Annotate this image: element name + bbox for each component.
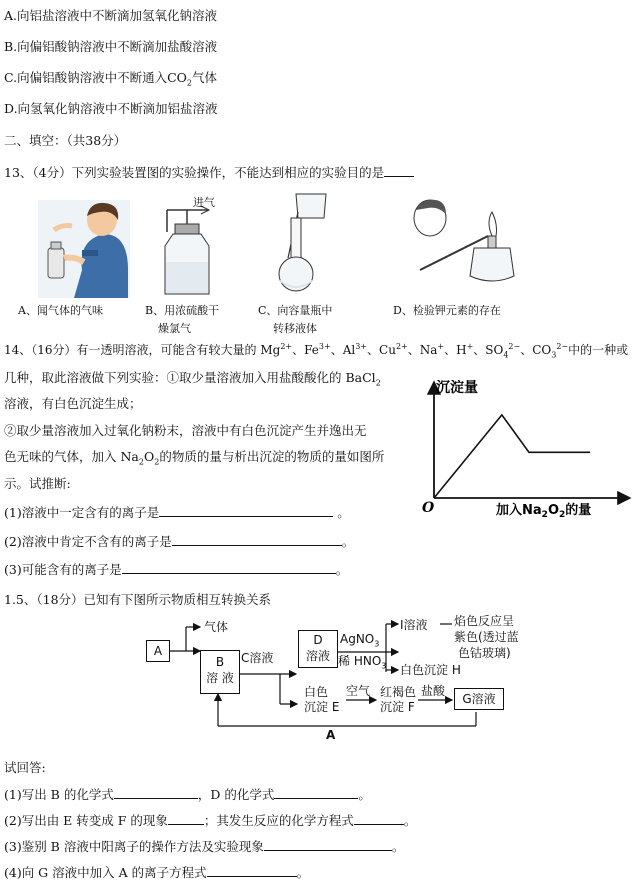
co3-sub: 3 <box>551 350 557 360</box>
co2-sub: 2 <box>186 78 192 88</box>
q15-sub1-a: (1)写出 B 的化学式 <box>4 787 114 802</box>
q15-sub1-c: 。 <box>358 787 371 802</box>
flame-note-2: 紫色(透过蓝 <box>454 630 519 644</box>
q14-intro: 14、（16分）有一透明溶液，可能含有较大量的 Mg <box>4 343 281 357</box>
al-charge: 3+ <box>355 342 368 351</box>
q15-sub1-blank-d[interactable] <box>274 786 358 799</box>
shirt-stripe <box>82 250 98 256</box>
q14-line3: 溶液，有白色沉淀生成； <box>4 396 142 411</box>
node-d <box>298 630 338 668</box>
q14-sub2 <box>4 533 354 550</box>
q15-prompt: 试回答: <box>4 760 46 775</box>
q14-line5-c: 的物质的量与析出沉淀的物质的量如图所 <box>159 449 385 464</box>
na-charge: + <box>437 342 445 351</box>
q15-sub2-c: 。 <box>403 813 417 828</box>
q14-line2 <box>4 370 381 386</box>
q12-option-a: A.向铝盐溶液中不断滴加氢氧化钠溶液 <box>4 8 218 23</box>
caption-b2: 燥氯气 <box>158 322 191 335</box>
x-label-suffix: 的量 <box>565 503 592 518</box>
x-label-sub2: 2 <box>559 510 566 520</box>
ion-na: 、Na <box>407 343 438 357</box>
cu-charge: 2+ <box>395 342 408 351</box>
q15-sub3-text: (3)鉴别 B 溶液中阳离子的操作方法及实验现象 <box>4 839 264 854</box>
node-d-solution: 溶液 <box>305 649 330 663</box>
inlet-label: 进气 <box>193 196 215 209</box>
q12-option-c <box>4 70 217 86</box>
fe-charge: 3+ <box>318 342 331 351</box>
so4-sub: 4 <box>503 350 509 360</box>
node-g: G溶液 <box>454 688 504 710</box>
node-c: C溶液 <box>241 651 274 665</box>
flask-body <box>279 257 313 291</box>
q15-sub2-blank-phenomenon[interactable] <box>168 812 204 825</box>
ion-fe: 、Fe <box>292 343 319 357</box>
q15-sub2-b: ；其发生反应的化学方程式 <box>203 813 354 828</box>
q12-option-c-text: C.向偏铝酸钠溶液中不断通入 <box>4 70 168 85</box>
section-fill-in-heading: 二、填空：（共38分） <box>4 133 127 148</box>
hno3-text: 稀 HNO <box>338 654 382 668</box>
q12-option-b: B.向偏铝酸钠溶液中不断滴加盐酸溶液 <box>4 39 218 54</box>
label-hno3 <box>338 654 387 671</box>
node-f-2: 沉淀 F <box>380 700 415 714</box>
q15-sub4-text: (4)向 G 溶液中加入 A 的离子方程式 <box>4 865 207 880</box>
node-h: 白色沉淀 H <box>400 663 461 677</box>
h-charge: + <box>466 342 474 351</box>
q14-line6: 示。试推断: <box>4 476 71 491</box>
node-b <box>200 650 240 694</box>
na2o2-sub1: 2 <box>138 457 144 467</box>
node-gas: 气体 <box>204 620 229 634</box>
fig-flame-test <box>408 196 518 288</box>
q15-sub4-blank[interactable] <box>207 864 297 877</box>
flame-note-3: 色钴玻璃) <box>458 646 511 660</box>
q15-sub1-b: ，D 的化学式 <box>197 787 275 802</box>
agno3-text: AgNO <box>340 632 375 646</box>
q15-sub4 <box>4 864 309 881</box>
q14-sub2-end: 。 <box>341 534 355 549</box>
q14-sub1-text: (1)溶液中一定含有的离子是 <box>4 505 160 520</box>
q15-stem: 1.5、（18分）已知有下图所示物质相互转换关系 <box>4 592 272 607</box>
precipitate-chart <box>420 380 640 522</box>
label-a-return: A <box>326 728 336 742</box>
x-label-na: Na <box>522 503 542 518</box>
flame <box>489 212 497 236</box>
label-air: 空气 <box>346 684 371 698</box>
ion-so4: 、SO <box>473 343 504 357</box>
q15-sub1 <box>4 786 371 803</box>
ion-h: 、H <box>444 343 467 357</box>
hno3-sub: 3 <box>381 661 387 671</box>
caption-d: D、检验钾元素的存在 <box>393 304 501 317</box>
q14-sub3-end: 。 <box>335 562 349 577</box>
q14-line5-a: 色无味的气体，加入 Na <box>4 449 139 464</box>
so4-charge: 2− <box>508 342 521 351</box>
q15-sub1-blank-b[interactable] <box>114 786 198 799</box>
acid-liquid <box>166 262 208 293</box>
q14-line5-o: O <box>143 449 155 464</box>
q14-line5 <box>4 449 384 465</box>
q15-sub3-c: 。 <box>391 839 405 854</box>
q15-sub2 <box>4 812 416 829</box>
q15-sub2-blank-equation[interactable] <box>354 812 404 825</box>
q13-answer-blank[interactable] <box>384 164 414 177</box>
q13-stem <box>4 164 414 181</box>
q14-sub1-end: 。 <box>337 505 350 520</box>
beaker <box>296 194 326 218</box>
q14-sub1 <box>4 504 350 521</box>
bacl2-sub: 2 <box>375 378 381 388</box>
q14-line1-end: 中的一种或 <box>568 343 629 357</box>
caption-c1: C、向容量瓶中 <box>258 304 333 317</box>
agno3-sub: 3 <box>374 639 380 649</box>
na2o2-sub2: 2 <box>154 457 160 467</box>
x-label-prefix: 加入 <box>496 503 523 518</box>
q15-sub2-a: (2)写出由 E 转变成 F 的现象 <box>4 813 168 828</box>
caption-a: A、闻气体的气味 <box>18 304 103 317</box>
co3-charge: 2− <box>556 342 569 351</box>
q14-sub3-blank[interactable] <box>122 561 336 574</box>
chart-y-label: 沉淀量 <box>436 380 478 396</box>
q14-sub3 <box>4 561 348 578</box>
fig-volumetric-flask <box>264 188 338 296</box>
q14-sub3-text: (3)可能含有的离子是 <box>4 562 122 577</box>
bottle-stopper <box>51 242 61 249</box>
alcohol-lamp <box>470 248 514 281</box>
caption-c2: 转移液体 <box>273 322 317 335</box>
q12-option-d: D.向氢氧化钠溶液中不断滴加铝盐溶液 <box>4 101 218 116</box>
bottle-cork <box>175 224 199 234</box>
chart-origin-label: O <box>422 500 435 516</box>
q14-line1 <box>4 342 628 358</box>
node-i: I溶液 <box>400 618 428 632</box>
caption-b1: B、用浓硫酸干 <box>145 304 220 317</box>
fig-smell-gas <box>38 200 130 298</box>
chart-x-label <box>496 502 591 520</box>
mg-charge: 2+ <box>280 342 293 351</box>
q14-sub2-blank[interactable] <box>172 533 342 546</box>
label-hcl: 盐酸 <box>421 684 446 698</box>
q14-line4: ②取少量溶液加入过氧化钠粉末，溶液中有白色沉淀产生并逸出无 <box>4 423 367 438</box>
burner-wick <box>488 236 496 248</box>
q13-stem-text: 13、（4分）下列实验装置图的实验操作，不能达到相应的实验目的是 <box>4 165 385 180</box>
ion-cu: 、Cu <box>367 343 396 357</box>
chart-series-line <box>434 415 590 498</box>
co2-formula: CO <box>167 70 187 85</box>
node-b-solution: 溶 液 <box>206 671 234 685</box>
flask-neck <box>291 218 301 258</box>
node-d-label: D <box>313 633 323 647</box>
flame-note-1: 焰色反应呈 <box>454 614 515 628</box>
q14-sub2-text: (2)溶液中肯定不含有的离子是 <box>4 534 172 549</box>
ion-co3: 、CO <box>520 343 552 357</box>
x-label-o: O <box>547 503 559 518</box>
node-e-2: 沉淀 E <box>304 700 340 714</box>
label-agno3 <box>340 632 380 649</box>
q15-sub4-c: 。 <box>296 865 310 880</box>
q14-line2-text: 几种，取此溶液做下列实验：①取少量溶液加入用盐酸酸化的 BaCl <box>4 370 376 385</box>
node-a: A <box>146 640 170 662</box>
node-b-label: B <box>215 655 225 669</box>
node-e-1: 白色 <box>304 685 329 699</box>
q12-option-c-suffix: 气体 <box>192 70 218 85</box>
node-f-1: 红褐色 <box>380 685 417 699</box>
q14-sub1-blank[interactable] <box>159 504 333 517</box>
q15-sub3-blank[interactable] <box>264 838 392 851</box>
ion-al: 、Al <box>330 343 356 357</box>
q15-sub3 <box>4 838 404 855</box>
gas-bottle <box>48 248 64 278</box>
x-label-sub1: 2 <box>541 510 548 520</box>
